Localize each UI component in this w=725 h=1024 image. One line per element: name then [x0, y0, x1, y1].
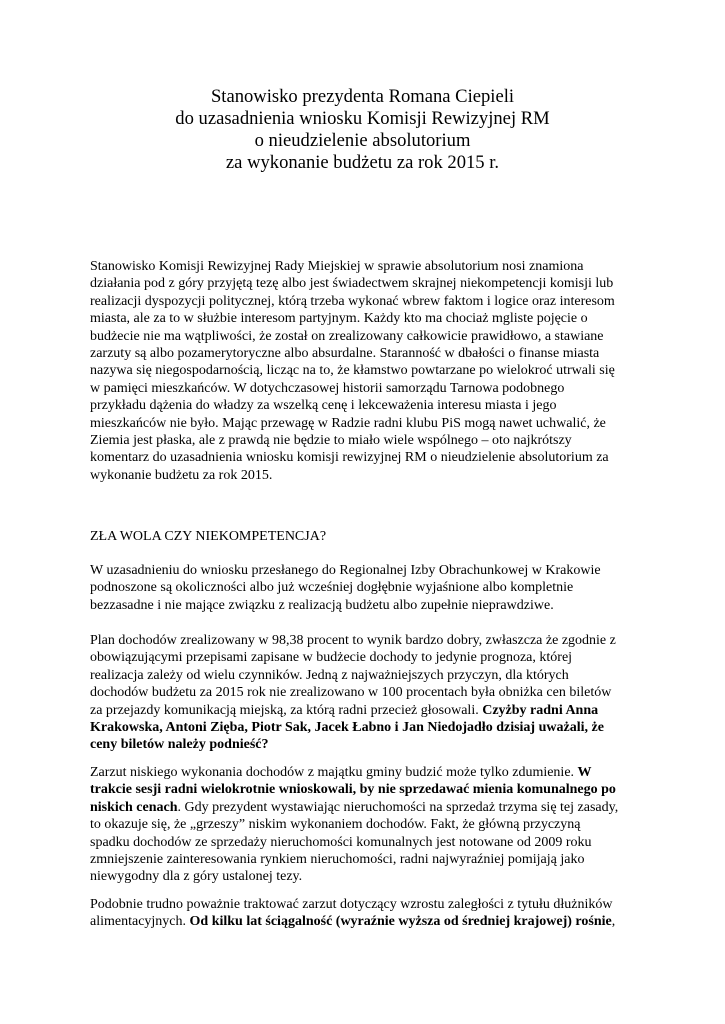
intro-line: miasta, ale za to w służbie interesom partyjnym. Każdy kto ma chociaż mgliste pojęcie o [90, 311, 588, 327]
intro-line: mieszkańców nie było. Mając przewagę w Radzie radni klubu PiS mogą nawet uchwalić, że [90, 415, 606, 431]
bold-text-run: W [577, 765, 592, 780]
paragraph-line [90, 702, 650, 719]
paragraph-rio-request [90, 562, 650, 614]
intro-line: nazywa się niegospodarnością, licząc na to, że kłamstwo powtarzane po wielokroć utrwali się [90, 363, 615, 379]
intro-line: realizacji dyspozycji politycznej, którą trzeba wykonać wbrew faktom i logice oraz interesom [90, 293, 615, 309]
text-run: za przejazdy komunikacją miejską, za którą radni przecież głosowali. [90, 702, 483, 718]
intro-line: działania pod z góry przyjętą tezę albo jest świadectwem skrajnej niekompetencji komisji lub [90, 276, 614, 292]
intro-line: przykładu dążenia do władzy za wszelką cenę i lekceważenia interesu miasta i jego [90, 398, 557, 414]
paragraph-alimony-debtors [90, 896, 650, 931]
paragraph-line: Podobnie trudno poważnie traktować zarzut dotyczący wzrostu zaległości z tytułu dłużników [90, 897, 613, 912]
text-run: alimentacyjnych. [90, 914, 190, 930]
bold-text-run: ceny biletów należy podnieść? [90, 737, 269, 753]
paragraph-line: realizacja zależy od wielu czynników. Jedną z najważniejszych przyczyn, dla których [90, 667, 569, 683]
title-line-1: Stanowisko prezydenta Romana Ciepieli [210, 86, 515, 107]
paragraph-line: W uzasadnieniu do wniosku przesłanego do Regionalnej Izby Obrachunkowej w Krakowie [90, 563, 601, 578]
paragraph-line [90, 913, 650, 930]
paragraph-line [90, 719, 650, 736]
intro-line: komentarz do uzasadnienia wniosku komisji rewizyjnej RM o nieudzielenie absolutorium za [90, 450, 609, 466]
paragraph-line: spadku dochodów ze sprzedaży nieruchomości komunalnych jest notowane od 2009 roku [90, 834, 592, 850]
bold-text-run: Krakowska, Antoni Zięba, Piotr Sak, Jacek Łabno i Jan Niedojadło dzisiaj uważali, że [90, 720, 604, 736]
paragraph-line [90, 781, 650, 798]
paragraph-property-income [90, 764, 650, 886]
intro-line: zarzuty są albo pozamerytoryczne albo absurdalne. Staranność w dbałości o finanse miasta [90, 346, 600, 362]
intro-line: Ziemia jest płaska, ale z prawdą nie będzie to miało wiele wspólnego – oto najkrótszy [90, 433, 572, 449]
text-run: Zarzut niskiego wykonania dochodów z majątku gminy budzić może tylko zdumienie. [90, 765, 578, 780]
section-heading: ZŁA WOLA CZY NIEKOMPETENCJA? [90, 529, 327, 544]
paragraph-line: zmniejszenie zainteresowania rynkiem nieruchomości, radni najwyraźniej pomijają jako [90, 852, 585, 868]
intro-line: budżecie nie ma wątpliwości, że został on zrealizowany całkowicie prawidłowo, a stawiane [90, 328, 604, 344]
paragraph-line: Plan dochodów zrealizowany w 98,38 procent to wynik bardzo dobry, zwłaszcza że zgodnie z [90, 633, 616, 648]
intro-paragraph [90, 258, 650, 484]
document-title [60, 86, 665, 174]
bold-text-run: niskich cenach [90, 799, 178, 815]
paragraph-income-plan [90, 632, 650, 754]
paragraph-line: bezzasadne i nie mające związku z realizacją budżetu albo zupełnie nieprawdziwe. [90, 597, 554, 613]
paragraph-line: obowiązującymi przepisami zapisane w budżecie dochody to jedynie prognoza, której [90, 650, 573, 666]
text-run: . Gdy prezydent wystawiając nieruchomości na sprzedaż trzyma się tej zasady, [177, 799, 619, 815]
bold-text-run: Od kilku lat ściągalność (wyraźnie wyższa od średniej krajowej) rośnie [189, 914, 612, 930]
intro-line: Stanowisko Komisji Rewizyjnej Rady Miejskiej w sprawie absolutorium nosi znamiona [90, 259, 584, 274]
text-run: , [611, 914, 616, 930]
paragraph-line [90, 764, 650, 781]
paragraph-line: to okazuje się, że „grzeszy” niskim wykonaniem dochodów. Fakt, że główną przyczyną [90, 817, 581, 833]
paragraph-line [90, 736, 650, 753]
paragraph-line [90, 799, 650, 816]
bold-text-run: trakcie sesji radni wielokrotnie wnioskowali, by nie sprzedawać mienia komunalnego po [90, 782, 616, 798]
paragraph-line: podnoszone są okoliczności albo już wcześniej dogłębnie wyjaśnione albo kompletnie [90, 580, 574, 596]
title-line-3: o nieudzielenie absolutorium [254, 130, 471, 151]
bold-text-run: Czyżby radni Anna [482, 702, 599, 718]
intro-line: w pamięci mieszkańców. W dotychczasowej historii samorządu Tarnowa podobnego [90, 380, 565, 396]
intro-line: wykonanie budżetu za rok 2015. [90, 467, 273, 483]
paragraph-line: niewygodny dla z góry ustalonej tezy. [90, 869, 303, 885]
title-line-2: do uzasadnienia wniosku Komisji Rewizyjnej RM [175, 108, 550, 129]
title-line-4: za wykonanie budżetu za rok 2015 r. [225, 152, 500, 173]
paragraph-line: dochodów budżetu za 2015 rok nie zrealizowano w 100 procentach była obniżka cen biletów [90, 685, 612, 701]
